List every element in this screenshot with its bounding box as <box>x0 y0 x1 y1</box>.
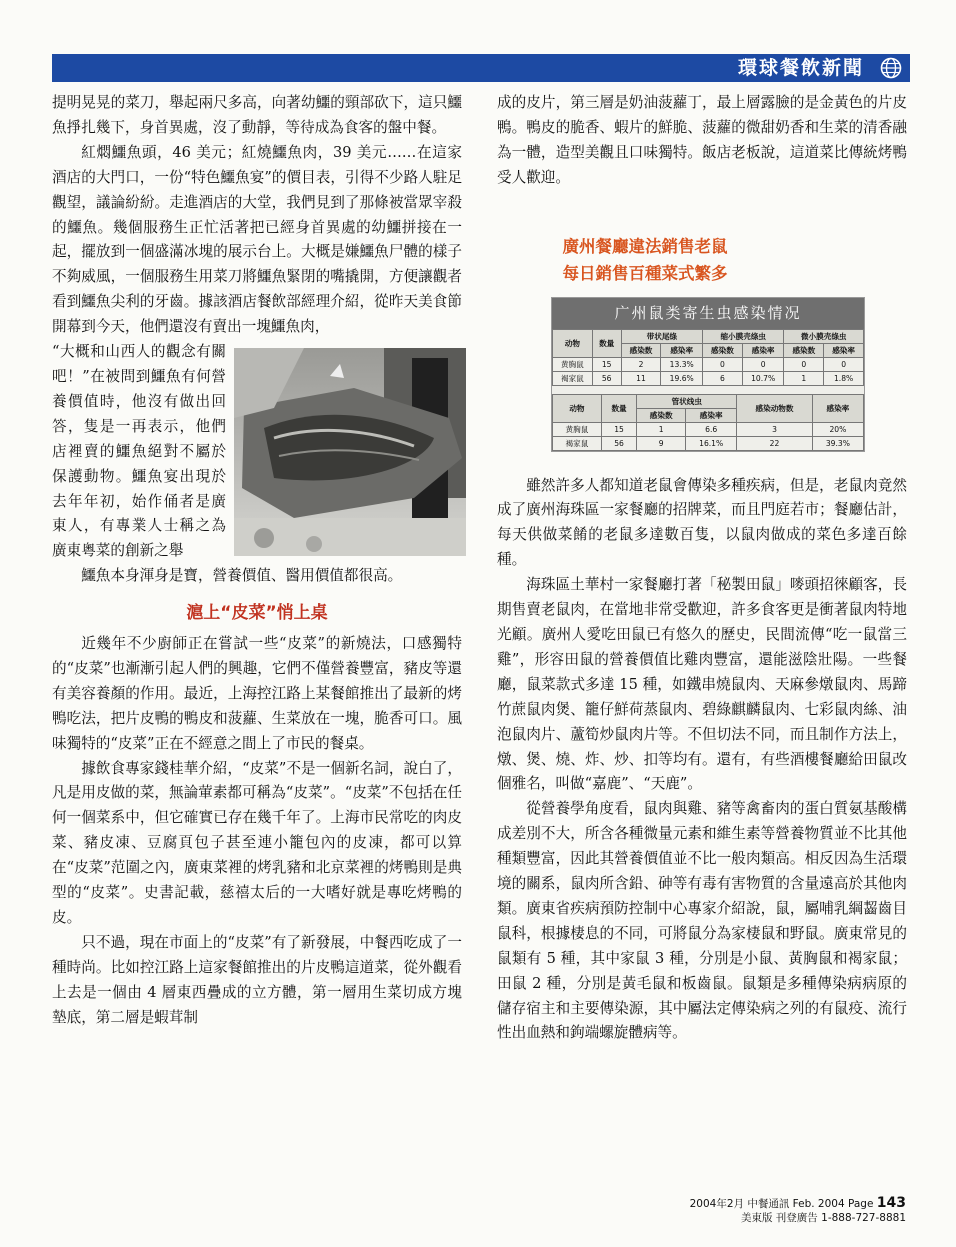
table-cell: 56 <box>601 436 636 450</box>
header-cell: 管状线虫 <box>637 394 737 408</box>
paragraph: 海珠區土華村一家餐廳打著「秘製田鼠」嘜頭招徠顧客，長期售賣老鼠肉，在當地非常受歡迎，許多食客更是衝著鼠肉特地光顧。廣州人愛吃田鼠已有悠久的歷史，民間流傳“吃一鼠當三雞”，形容田鼠的營養價值比雞肉豐富，還能滋陰壯陽。一些餐廳，鼠菜款式多達 15 種，如鐵串燒鼠肉、天麻參燉鼠肉、馬蹄竹蔗鼠肉煲、籠仔鮮荷蒸鼠肉、碧綠麒麟鼠肉、七彩鼠肉絲、油泡鼠肉片、蘆筍炒鼠肉片等。不但切法不同，而且制作方法上，燉、煲、燒、炸、炒、扣等均有。還有，有些酒樓餐廳給田鼠改個雅名，叫做“嘉鹿”、“天鹿”。 <box>497 576 907 793</box>
table-cell: 褐家鼠 <box>553 371 593 385</box>
header-cell: 感染数 <box>621 343 661 357</box>
table-cell: 1 <box>637 422 686 436</box>
table-cell: 15 <box>592 357 621 371</box>
globe-icon <box>880 57 902 79</box>
heading-line: 每日銷售百種菜式繁多 <box>562 263 728 283</box>
section-heading: 滬上“皮菜”悄上桌 <box>186 603 328 624</box>
table-cell: 0 <box>824 357 864 371</box>
header-cell: 感染率 <box>661 343 703 357</box>
table-row <box>553 371 864 385</box>
paragraph: 提明晃晃的菜刀，舉起兩尺多高，向著幼鱷的頸部砍下，這只鱷魚掙扎幾下，身首異處，沒了動靜，等待成為食客的盤中餐。 <box>52 94 462 136</box>
header-cell: 感染率 <box>686 408 737 422</box>
table-cell: 11 <box>621 371 661 385</box>
header-cell: 数量 <box>592 329 621 357</box>
parasite-table <box>551 297 865 452</box>
table-cell: 1.8% <box>824 371 864 385</box>
page-number: 143 <box>876 1195 906 1211</box>
table-cell: 13.3% <box>661 357 703 371</box>
table-cell: 3 <box>737 422 813 436</box>
paragraph: 近幾年不少廚師正在嘗試一些“皮菜”的新燒法，口感獨特的“皮菜”也漸漸引起人們的興趣，它們不僅營養豐富，豬皮等還有美容養顏的作用。最近，上海控江路上某餐館推出了最新的烤鴨吃法，把片皮鴨的鴨皮和菠蘿、生菜放在一塊，脆香可口。風味獨特的“皮菜”正在不經意之間上了市民的餐桌。 <box>52 635 462 752</box>
paragraph: 成的皮片，第三層是奶油菠蘿丁，最上層露臉的是金黃色的片皮鴨。鴨皮的脆香、蝦片的鮮脆、菠蘿的微甜奶香和生菜的清香融為一體，造型美觀且口味獨特。飯店老板說，這道菜比傳統烤鴨受人歡迎。 <box>497 94 907 186</box>
table-cell: 0 <box>703 357 743 371</box>
paragraph: 紅燜鱷魚頭，46 美元；紅燒鱷魚肉，39 美元……在這家酒店的大門口，一份“特色鱷魚宴”的價目表，引得不少路人駐足觀望，議論紛紛。走進酒店的大堂，我們見到了那條被當眾宰殺的鱷魚。幾個服務生正忙活著把已經身首異處的幼鱷拼接在一起，擺放到一個盛滿冰塊的展示台上。大概是嫌鱷魚尸體的樣子不夠威風，一個服務生用菜刀將鱷魚緊閉的嘴撬開，方便讓觀者看到鱷魚尖利的牙齒。據該酒店餐飲部經理介紹，從昨天美食節開幕到今天，他們還沒有賣出一塊鱷魚肉， <box>52 143 462 336</box>
crocodile-photo <box>234 348 466 556</box>
parasite-table-1 <box>552 329 864 386</box>
table-cell: 1 <box>784 371 824 385</box>
table-cell: 2 <box>621 357 661 371</box>
table-cell: 0 <box>784 357 824 371</box>
heading-line: 廣州餐廳違法銷售老鼠 <box>562 236 728 256</box>
section-header-title: 環球餐飲新聞 <box>737 57 864 79</box>
header-cell: 带状尾绦 <box>621 329 702 343</box>
header-cell: 数量 <box>601 394 636 422</box>
table-cell: 0 <box>742 357 784 371</box>
paragraph: 只不過，現在市面上的“皮菜”有了新發展，中餐西吃成了一種時尚。比如控江路上這家餐館推出的片皮鴨這道菜，從外觀看上去是一個由 4 層東西疊成的立方體，第一層用生菜切成方塊墊底，第二層是蝦茸制 <box>52 933 462 1026</box>
paragraph: 從營養學角度看，鼠肉與雞、豬等禽畜肉的蛋白質氨基酸構成差別不大，所含各種微量元素和維生素等營養物質並不比其他種類豐富，因此其營養價值並不比一般肉類高。相反因為生活環境的關系，鼠肉所含鉛、砷等有毒有害物質的含量遠高於其他肉類。廣東省疾病預防控制中心專家介紹說，鼠，屬哺乳綱齧齒目鼠科，根據棲息的不同，可將鼠分為家棲鼠和野鼠。廣東常見的鼠類有 5 種，其中家鼠 3 種，分別是小鼠、黃胸鼠和褐家鼠；田鼠 2 種，分別是黃毛鼠和板齒鼠。鼠類是多種傳染病病原的儲存宿主和主要傳染源，其中屬法定傳染病之列的有鼠疫、流行性出血熱和鉤端螺旋體病等。 <box>497 800 907 1042</box>
table-cell: 15 <box>601 422 636 436</box>
table-cell: 16.1% <box>686 436 737 450</box>
header-cell: 感染率 <box>824 343 864 357</box>
page-footer <box>690 1196 906 1225</box>
article-heading <box>505 233 785 287</box>
parasite-table-2 <box>552 394 864 451</box>
table-cell: 黄胸鼠 <box>553 422 602 436</box>
table-cell: 20% <box>812 422 863 436</box>
header-cell: 感染率 <box>742 343 784 357</box>
header-cell: 缩小膜壳绦虫 <box>703 329 784 343</box>
footer-issue: 2004年2月 中餐通訊 Feb. 2004 Page <box>689 1198 874 1210</box>
table-cell: 39.3% <box>812 436 863 450</box>
table-cell: 19.6% <box>661 371 703 385</box>
paragraph: “大概和山西人的觀念有關吧！”在被問到鱷魚有何營養價值時，他沒有做出回答，隻是一再表示，他們店裡賣的鱷魚絕對不屬於保護動物。鱷魚宴出現於去年年初，始作俑者是廣東人，有專業人士稱之為廣東粵菜的創新之舉 <box>52 343 226 560</box>
header-cell: 感染动物数 <box>737 394 813 422</box>
table-cell: 黄胸鼠 <box>553 357 593 371</box>
header-cell: 感染数 <box>784 343 824 357</box>
table-row <box>553 436 864 450</box>
header-cell: 感染数 <box>637 408 686 422</box>
table-cell: 6.6 <box>686 422 737 436</box>
right-column <box>497 91 907 1046</box>
header-cell: 感染数 <box>703 343 743 357</box>
table-cell: 56 <box>592 371 621 385</box>
table-cell: 10.7% <box>742 371 784 385</box>
table-cell: 22 <box>737 436 813 450</box>
left-column <box>52 91 462 1031</box>
header-cell: 微小膜壳绦虫 <box>784 329 864 343</box>
paragraph: 鱷魚本身渾身是寶，營養價值、醫用價值都很高。 <box>81 567 403 585</box>
table-row <box>553 357 864 371</box>
header-cell: 感染率 <box>812 394 863 422</box>
table-cell: 6 <box>703 371 743 385</box>
footer-advert: 美東版 刊登廣告 1-888-727-8881 <box>740 1212 906 1224</box>
header-cell: 动物 <box>553 329 593 357</box>
table-row <box>553 422 864 436</box>
header-bar <box>52 54 910 82</box>
header-cell: 动物 <box>553 394 602 422</box>
table-title: 广州鼠类寄生虫感染情况 <box>552 298 864 329</box>
paragraph: 雖然許多人都知道老鼠會傳染多種疾病，但是，老鼠肉竟然成了廣州海珠區一家餐廳的招牌菜，而且門庭若市；餐廳估計，每天供做菜餚的老鼠多達數百隻，以鼠肉做成的菜色多達百餘種。 <box>497 476 907 569</box>
table-cell: 褐家鼠 <box>553 436 602 450</box>
paragraph: 據飲食專家錢桂華介紹，“皮菜”不是一個新名詞，說白了，凡是用皮做的菜，無論葷素都可稱為“皮菜”。“皮菜”不包括在任何一個菜系中，但它確實已存在幾千年了。上海市民常吃的肉皮菜、豬皮凍、豆腐頁包子甚至連小籠包內的皮凍，都可以算在“皮菜”范圍之內，廣東菜裡的烤乳豬和北京菜裡的烤鴨則是典型的“皮菜”。史書記載，慈禧太后的一大嗜好就是專吃烤鴨的皮。 <box>52 759 462 926</box>
table-cell: 9 <box>637 436 686 450</box>
